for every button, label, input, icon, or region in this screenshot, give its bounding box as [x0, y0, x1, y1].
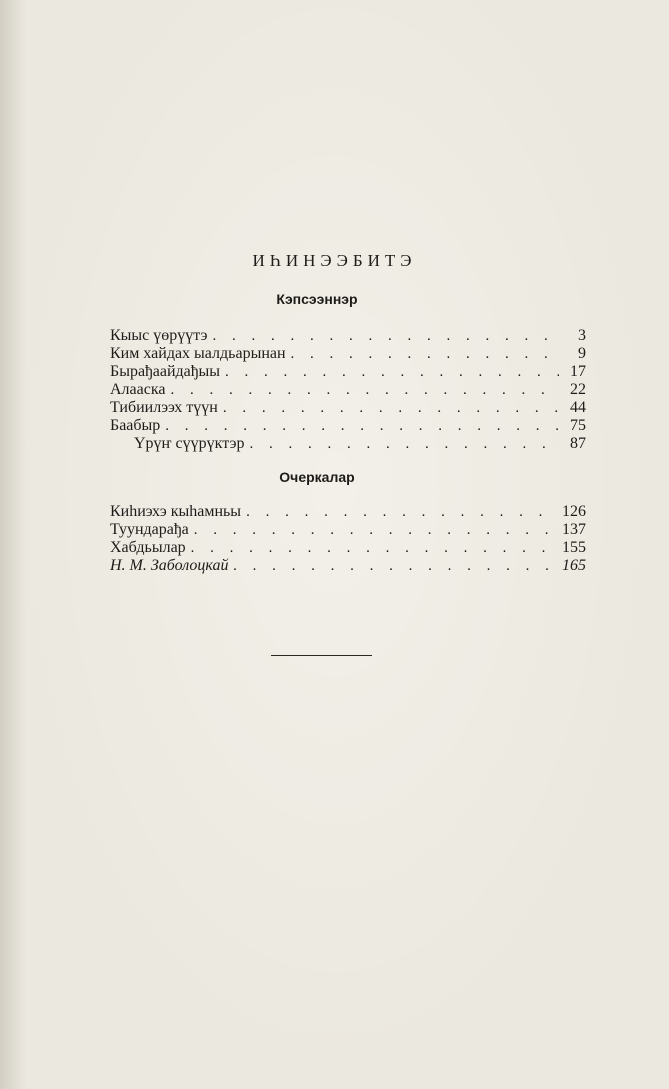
- toc-entry-title: Ким хайдах ыалдьарынан: [110, 345, 286, 362]
- toc-section-stories: [110, 327, 586, 453]
- toc-entry: [110, 557, 586, 575]
- toc-entry-title: Бырађаайдађыы: [110, 363, 220, 380]
- page-edge-shadow: [0, 0, 26, 1089]
- dot-leader: [225, 363, 559, 381]
- toc-entry-page: 9: [578, 345, 586, 362]
- toc-entry: [110, 539, 586, 557]
- dot-leader: [191, 539, 557, 557]
- toc-entry: [110, 435, 586, 453]
- toc-entry-page: 17: [570, 363, 586, 380]
- end-divider-line: [271, 655, 372, 656]
- dot-leader: [246, 503, 557, 521]
- toc-entry: [110, 363, 586, 381]
- contents-heading: ИҺИНЭЭБИТЭ: [252, 251, 417, 270]
- dot-leader: [249, 435, 559, 453]
- toc-entry: [110, 503, 586, 521]
- toc-entry-title: Тибиилээх түүн: [110, 399, 218, 416]
- toc-entry-title: Үрүҥ сүүрүктэр: [134, 435, 245, 452]
- toc-entry-page: 126: [562, 503, 586, 520]
- toc-entry-page: 137: [562, 521, 586, 538]
- toc-entry-page: 44: [570, 399, 586, 416]
- toc-entry-title: Хабдьылар: [110, 539, 186, 556]
- dot-leader: [291, 345, 559, 363]
- toc-entry-title: Кыыс үөрүүтэ: [110, 327, 208, 344]
- dot-leader: [223, 399, 559, 417]
- toc-entry-page: 165: [562, 557, 586, 574]
- toc-entry-title: Алааска: [110, 381, 166, 398]
- toc-entry-title: Киһиэхэ кыһамньы: [110, 503, 242, 520]
- toc-entry-title: Н. М. Заболоцкай: [110, 557, 229, 574]
- dot-leader: [234, 557, 558, 575]
- dot-leader: [170, 381, 559, 399]
- section-title-stories: Кэпсээннэр: [276, 291, 358, 307]
- toc-entry: [110, 381, 586, 399]
- toc-entry-title: Баабыр: [110, 417, 161, 434]
- toc-entry-page: 22: [570, 381, 586, 398]
- dot-leader: [194, 521, 557, 539]
- toc-section-essays: [110, 503, 586, 575]
- toc-entry: [110, 417, 586, 435]
- toc-entry-title: Туундарађа: [110, 521, 189, 538]
- toc-entry-page: 155: [562, 539, 586, 556]
- toc-entry-page: 3: [578, 327, 586, 344]
- toc-entry: [110, 399, 586, 417]
- dot-leader: [165, 417, 559, 435]
- section-title-essays: Очеркалар: [279, 469, 355, 485]
- dot-leader: [213, 327, 559, 345]
- toc-entry-page: 75: [570, 417, 586, 434]
- toc-entry: [110, 327, 586, 345]
- toc-entry: [110, 521, 586, 539]
- toc-entry-page: 87: [570, 435, 586, 452]
- toc-entry: [110, 345, 586, 363]
